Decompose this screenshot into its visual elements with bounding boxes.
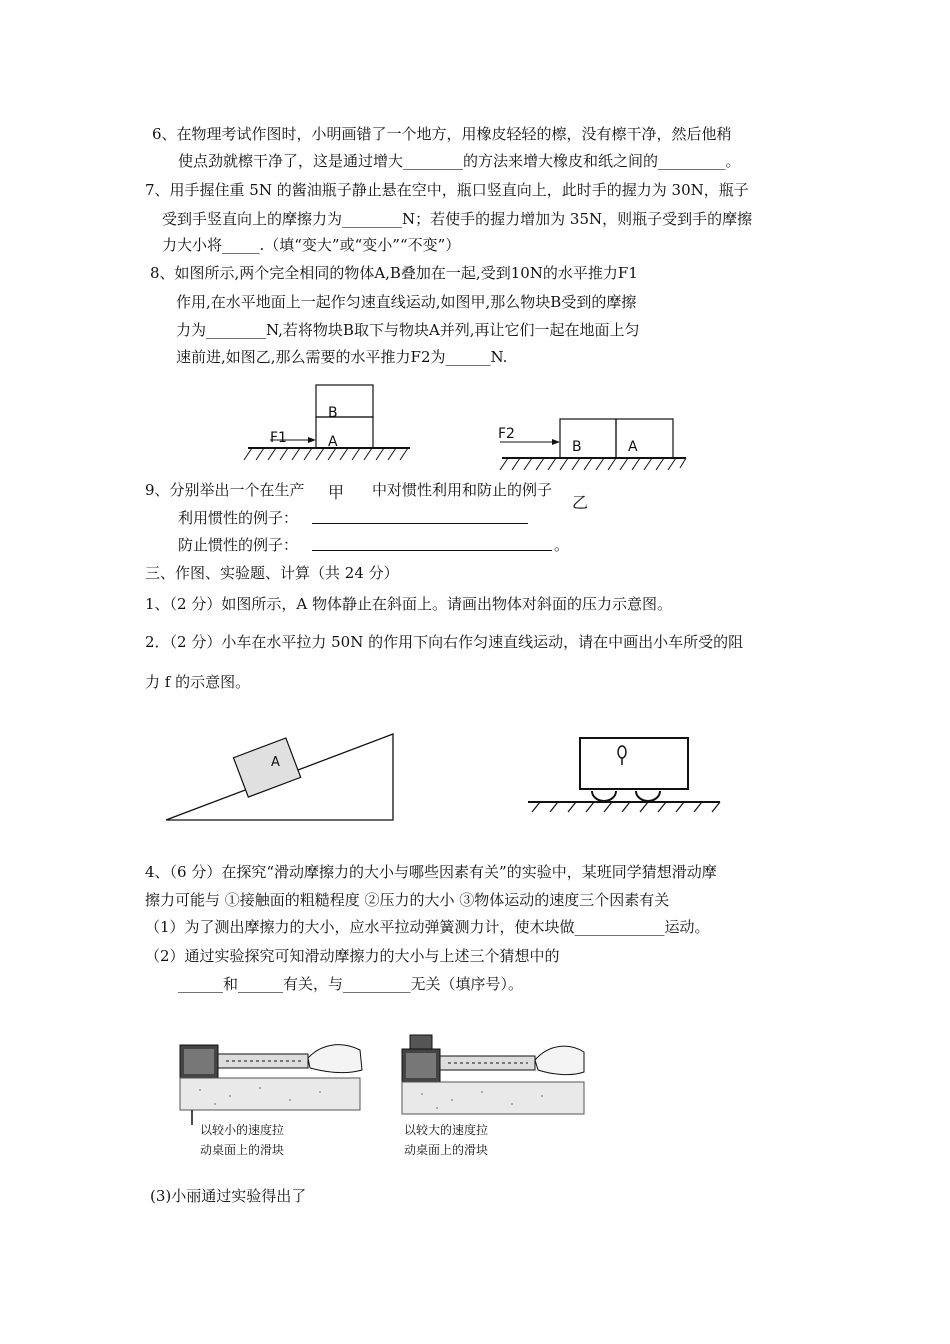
block-b (316, 385, 373, 417)
block-b-side (560, 419, 616, 458)
cart-wheel-right (636, 791, 660, 801)
q9-line-2: 利用惯性的例子： (178, 509, 299, 527)
cart-figure (520, 728, 730, 823)
cart-body (580, 738, 688, 789)
problem-2-line-1: 2．（2 分）小车在水平拉力 50N 的作用下向右作匀速直线运动，请在中画出小车所受的阻 (145, 633, 744, 651)
q9-line-1b: 中对惯性利用和防止的例子 (372, 481, 553, 499)
force-f1-label: F1 (270, 430, 287, 446)
incline-block (233, 738, 300, 797)
problem-4-sub-3: (3)小丽通过实验得出了 (150, 1187, 307, 1205)
q8-line-3: 力为________N,若将物块B取下与物块A并列,再让它们一起在地面上匀 (176, 321, 640, 339)
force-f2-label: F2 (498, 426, 515, 442)
block-a (316, 417, 373, 448)
problem-4-sub-1: （1）为了测出摩擦力的大小，应水平拉动弹簧测力计，使木块做____________运动。 (145, 918, 710, 936)
problem-4-line-2: 擦力可能与 ①接触面的粗糙程度 ②压力的大小 ③物体运动的速度三个因素有关 (145, 891, 670, 909)
q9-line-3-end: 。 (554, 536, 570, 554)
problem-4-sub-2b: ______和______有关，与_________无关（填序号）。 (178, 975, 524, 993)
right-caption-2: 动桌面上的滑块 (404, 1143, 489, 1157)
q6-line-2: 使点劲就檫干净了，这是通过增大________的方法来增大橡皮和纸之间的_________。 (178, 152, 741, 170)
incline-figure (160, 725, 400, 825)
figure-yi-diagram (498, 419, 686, 470)
q9-line-3: 防止惯性的例子： (178, 536, 299, 554)
q8-line-2: 作用,在水平地面上一起作匀速直线运动,如图甲,那么物块B受到的摩擦 (176, 293, 637, 311)
experiment-right-diagram (402, 1035, 584, 1157)
q7-line-1: 7、用手握住重 5N 的酱油瓶子静止悬在空中，瓶口竖直向上，此时手的握力为 30N，瓶子 (145, 181, 749, 199)
q7-line-2: 受到手竖直向上的摩擦力为________N；若使手的握力增加为 35N，则瓶子受到手的摩擦 (162, 210, 753, 228)
section-3-heading: 三、作图、实验题、计算（共 24 分） (145, 564, 399, 582)
problem-4-line-1: 4、（6 分）在探究“滑动摩擦力的大小与哪些因素有关”的实验中，某班同学猜想滑动摩 (145, 863, 717, 881)
q6-line-1: 6、在物理考试作图时，小明画错了一个地方，用橡皮轻轻的檫，没有檫干净，然后他稍 (152, 125, 732, 143)
q9-answer-blank-2[interactable] (312, 550, 552, 551)
block-a-side (616, 419, 673, 458)
q8-line-4: 速前进,如图乙,那么需要的水平推力F2为______N. (176, 348, 508, 366)
problem-1: 1、（2 分）如图所示，A 物体静止在斜面上。请画出物体对斜面的压力示意图。 (145, 595, 672, 613)
block-b-side-label: B (572, 439, 582, 455)
problem-2-line-2: 力 f 的示意图。 (145, 673, 251, 691)
q8-line-1: 8、如图所示,两个完全相同的物体A,B叠加在一起,受到10N的水平推力F1 (150, 264, 638, 282)
right-caption-1: 以较大的速度拉 (404, 1123, 489, 1137)
caption-jia: 甲 (328, 483, 345, 502)
q9-answer-blank-1[interactable] (312, 523, 528, 524)
problem-4-sub-2: （2）通过实验探究可知滑动摩擦力的大小与上述三个猜想中的 (145, 947, 560, 965)
cart-wheel-left (592, 791, 616, 801)
experiment-figure (170, 1030, 590, 1170)
left-caption-1: 以较小的速度拉 (200, 1123, 285, 1137)
experiment-left-diagram (180, 1045, 362, 1157)
block-b-label: B (328, 405, 338, 421)
q8-figure (240, 380, 700, 470)
figure-jia-diagram (244, 385, 410, 460)
left-caption-2: 动桌面上的滑块 (200, 1143, 285, 1157)
q7-line-3: 力大小将_____.（填“变大”或“变小”“不变”） (162, 236, 461, 254)
block-a-side-label: A (628, 439, 638, 455)
incline-block-label: A (271, 755, 280, 770)
q9-line-1a: 9、分别举出一个在生产 (145, 481, 305, 499)
block-a-label: A (328, 434, 338, 450)
caption-yi: 乙 (572, 493, 589, 512)
